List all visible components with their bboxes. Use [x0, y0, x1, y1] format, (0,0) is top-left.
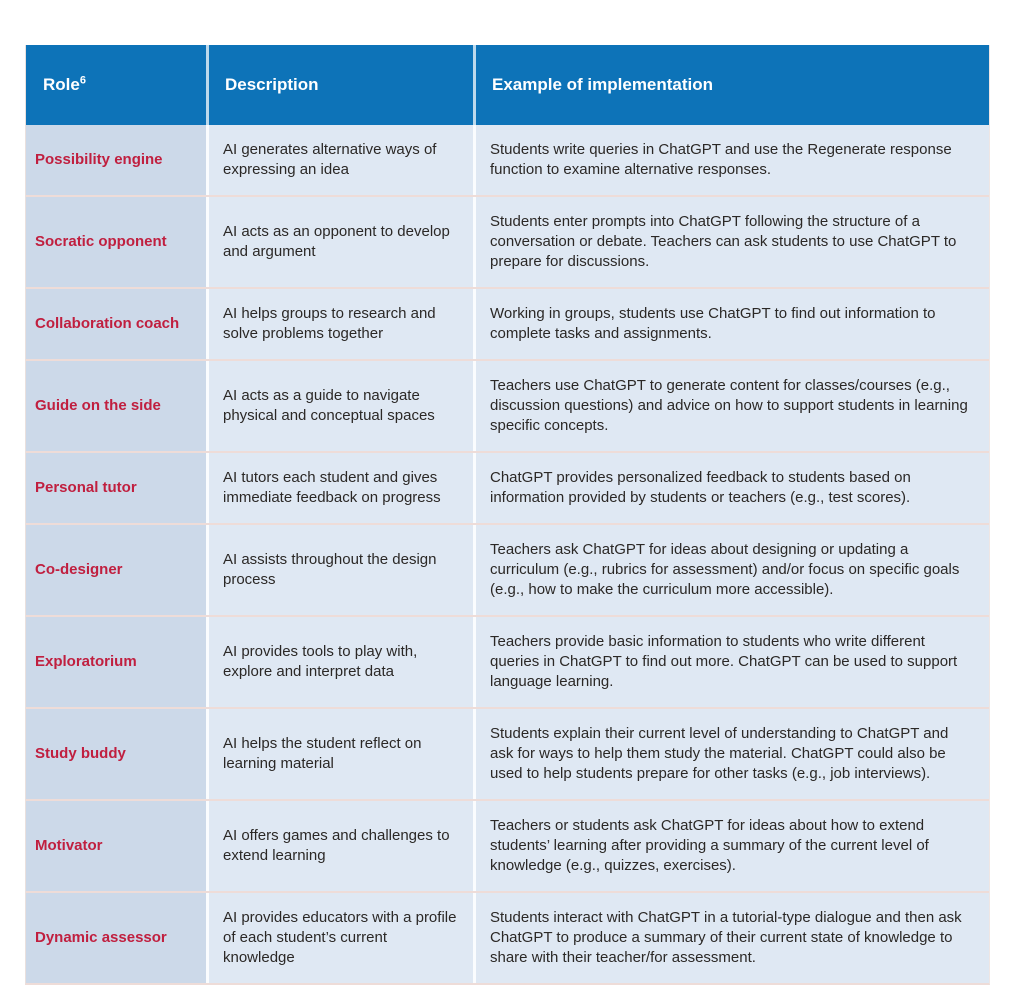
header-description [206, 45, 473, 125]
table-row [26, 125, 989, 195]
example-cell [473, 617, 989, 707]
description-cell [206, 125, 473, 195]
table-row [26, 707, 989, 799]
example-text: Students enter prompts into ChatGPT following the structure of a conversation or debate. Teachers can ask students to use ChatGPT to prepare for discussions. [490, 213, 957, 270]
table-header-row [26, 45, 989, 125]
example-text: Students interact with ChatGPT in a tutorial-type dialogue and then ask ChatGPT to produce a summary of their current state of knowledge to share with their teacher/for assessment. [490, 909, 962, 966]
example-cell [473, 453, 989, 523]
example-text: Teachers use ChatGPT to generate content for classes/courses (e.g., discussion questions) and advice on how to support students in learning specific concepts. [490, 377, 968, 434]
role-label: Dynamic assessor [35, 929, 167, 946]
description-text: AI acts as a guide to navigate physical and conceptual spaces [223, 387, 435, 424]
example-cell [473, 893, 989, 983]
role-label: Socratic opponent [35, 233, 167, 250]
table-body [26, 125, 989, 983]
example-text: Teachers ask ChatGPT for ideas about designing or updating a curriculum (e.g., rubrics for assessment) and/or focus on specific goals (e.g., how to make the curriculum more accessible). [490, 541, 960, 598]
role-cell [26, 453, 206, 523]
role-cell [26, 289, 206, 359]
role-label: Possibility engine [35, 151, 163, 168]
role-cell [26, 525, 206, 615]
description-text: AI generates alternative ways of expressing an idea [223, 141, 437, 178]
table-row [26, 523, 989, 615]
description-text: AI provides educators with a profile of each student’s current knowledge [223, 909, 457, 966]
header-example [473, 45, 989, 125]
example-text: Working in groups, students use ChatGPT to find out information to complete tasks and assignments. [490, 305, 936, 342]
description-text: AI helps the student reflect on learning material [223, 735, 422, 772]
role-cell [26, 801, 206, 891]
example-cell [473, 197, 989, 287]
description-cell [206, 893, 473, 983]
description-cell [206, 709, 473, 799]
description-text: AI acts as an opponent to develop and argument [223, 223, 450, 260]
example-cell [473, 801, 989, 891]
example-cell [473, 125, 989, 195]
role-label: Personal tutor [35, 479, 137, 496]
example-text: ChatGPT provides personalized feedback to students based on information provided by students or teachers (e.g., test scores). [490, 469, 911, 506]
header-example-label: Example of implementation [492, 75, 714, 94]
role-cell [26, 125, 206, 195]
description-text: AI helps groups to research and solve problems together [223, 305, 436, 342]
role-cell [26, 893, 206, 983]
example-text: Students write queries in ChatGPT and use the Regenerate response function to examine alternative responses. [490, 141, 952, 178]
description-cell [206, 525, 473, 615]
role-cell [26, 709, 206, 799]
example-cell [473, 525, 989, 615]
header-role [26, 45, 206, 125]
table-row [26, 451, 989, 523]
description-cell [206, 289, 473, 359]
table-row [26, 195, 989, 287]
role-label: Study buddy [35, 745, 126, 762]
example-cell [473, 289, 989, 359]
footnote-marker: 6 [79, 74, 86, 87]
role-label: Exploratorium [35, 653, 137, 670]
description-text: AI assists throughout the design process [223, 551, 437, 588]
header-description-label: Description [225, 75, 319, 94]
example-text: Teachers or students ask ChatGPT for ideas about how to extend students’ learning after providing a summary of the current level of knowledge (e.g., quizzes, exercises). [490, 817, 929, 874]
role-cell [26, 617, 206, 707]
table-row [26, 799, 989, 891]
table-row [26, 615, 989, 707]
example-cell [473, 361, 989, 451]
table-row [26, 287, 989, 359]
header-role-label: Role [43, 75, 80, 94]
description-cell [206, 453, 473, 523]
description-text: AI provides tools to play with, explore and interpret data [223, 643, 418, 680]
description-cell [206, 617, 473, 707]
description-cell [206, 361, 473, 451]
role-label: Guide on the side [35, 397, 161, 414]
role-cell [26, 361, 206, 451]
table-row [26, 359, 989, 451]
role-label: Collaboration coach [35, 315, 180, 332]
table-row [26, 891, 989, 983]
example-text: Students explain their current level of understanding to ChatGPT and ask for ways to help them study the material. ChatGPT could also be used to help students prepare for other tasks (e.g., job interviews). [490, 725, 949, 782]
example-cell [473, 709, 989, 799]
role-cell [26, 197, 206, 287]
description-cell [206, 197, 473, 287]
description-cell [206, 801, 473, 891]
example-text: Teachers provide basic information to students who write different queries in ChatGPT to find out more. ChatGPT can be used to support language learning. [490, 633, 958, 690]
description-text: AI offers games and challenges to extend learning [223, 827, 450, 864]
ai-roles-table [25, 45, 990, 985]
description-text: AI tutors each student and gives immediate feedback on progress [223, 469, 441, 506]
role-label: Motivator [35, 837, 103, 854]
role-label: Co-designer [35, 561, 123, 578]
